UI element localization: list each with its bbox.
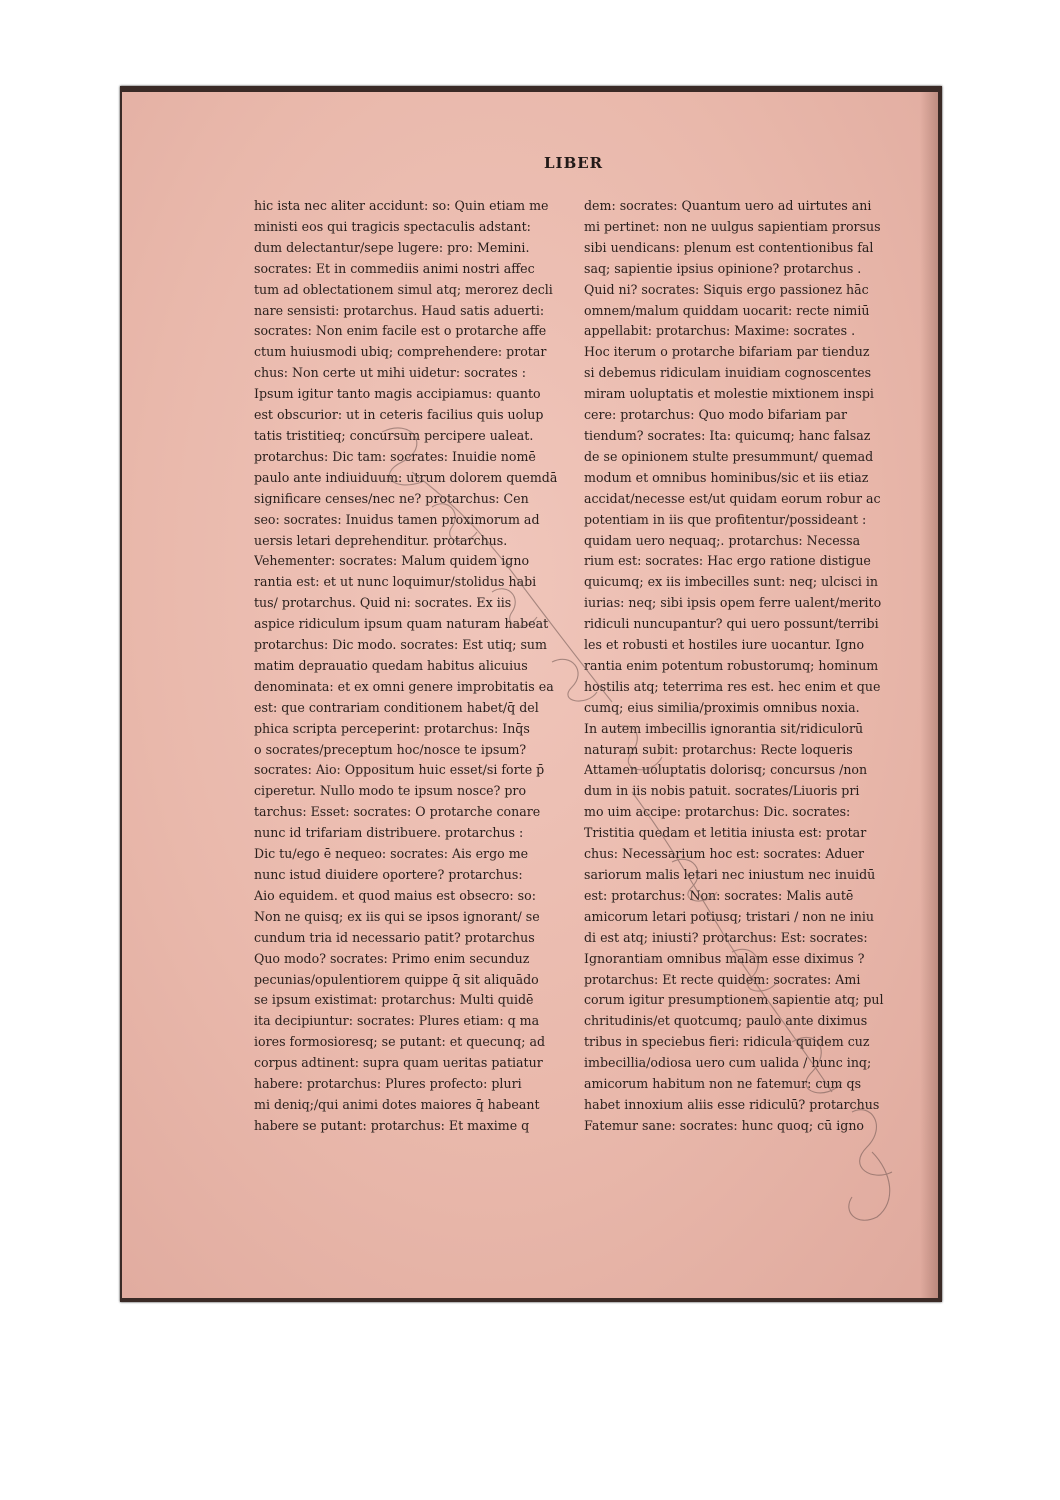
right-column-line: Attamen uoluptatis dolorisq; concursus /non xyxy=(584,762,868,778)
left-column-line: chus: Non certe ut mihi uidetur: socrates : xyxy=(254,365,526,381)
left-column-line: denominata: et ex omni genere improbitatis ea xyxy=(254,678,554,694)
left-column-line: iores formosioresq; se putant: et quecunq; ad xyxy=(254,1034,546,1050)
right-column-line: mi pertinet: non ne uulgus sapientiam prorsus xyxy=(584,218,881,234)
right-column-line: naturam subit: protarchus: Recte loqueris xyxy=(584,741,853,757)
left-column-line: se ipsum existimat: protarchus: Multi quidē xyxy=(254,992,534,1008)
left-column-line: cundum tria id necessario patit? protarchus xyxy=(254,929,535,945)
left-column-line: ciperetur. Nullo modo te ipsum nosce? pro xyxy=(254,783,527,799)
right-column-line: habet innoxium aliis esse ridiculū? protarchus xyxy=(584,1096,880,1112)
right-column-line: dem: socrates: Quantum uero ad uirtutes ani xyxy=(584,198,872,213)
left-column-line: nunc istud diuidere oportere? protarchus: xyxy=(254,867,523,882)
left-column-line: Aio equidem. et quod maius est obsecro: so: xyxy=(254,887,536,903)
right-column-line: sariorum malis letari nec iniustum nec inuidū xyxy=(584,867,876,882)
page-surface xyxy=(122,92,938,1298)
left-column-line: tus/ protarchus. Quid ni: socrates. Ex iis xyxy=(254,595,512,611)
right-column-line: rantia enim potentum robustorumq; hominum xyxy=(584,657,879,673)
right-text-column xyxy=(584,196,906,1137)
right-column-line: saq; sapientie ipsius opinione? protarchus . xyxy=(584,260,862,276)
left-column-line: habere: protarchus: Plures profecto: pluri xyxy=(254,1076,522,1092)
right-column-line: cumq; eius similia/proximis omnibus noxia. xyxy=(584,699,860,715)
left-column-line: Dic tu/ego ē nequeo: socrates: Ais ergo me xyxy=(254,846,529,862)
left-column-line: phica scripta perceperint: protarchus: Inq̄s xyxy=(254,720,530,736)
right-column-line: Ignorantiam omnibus malam esse diximus ? xyxy=(584,950,865,966)
right-column-line: cere: protarchus: Quo modo bifariam par xyxy=(584,407,848,423)
right-column-line: les et robusti et hostiles iure uocantur. Igno xyxy=(584,637,865,653)
left-column-line: socrates: Non enim facile est o protarche affe xyxy=(254,323,547,339)
right-column-line: chus: Necessarium hoc est: socrates: Aduer xyxy=(584,846,865,862)
left-column-line: Non ne quisq; ex iis qui se ipsos ignorant/ se xyxy=(254,908,540,924)
left-text-column xyxy=(254,196,574,1137)
right-column-line: miram uoluptatis et molestie mixtionem inspi xyxy=(584,386,874,402)
right-column-line: di est atq; iniusti? protarchus: Est: socrates: xyxy=(584,929,868,945)
left-column-line: socrates: Aio: Oppositum huic esset/si forte p̄ xyxy=(254,762,545,778)
left-column-line: dum delectantur/sepe lugere: pro: Memini. xyxy=(254,239,530,255)
right-column-line: quidam uero nequaq;. protarchus: Necessa xyxy=(584,532,861,548)
left-column-line: tarchus: Esset: socrates: O protarche conare xyxy=(254,804,541,820)
right-column-line: quicumq; ex iis imbecilles sunt: neq; ulcisci in xyxy=(584,574,879,590)
left-column-line: paulo ante indiuiduum: utrum dolorem quemdā xyxy=(254,469,558,485)
right-column-line: tiendum? socrates: Ita: quicumq; hanc falsaz xyxy=(584,427,871,443)
left-column-line: corpus adtinent: supra quam ueritas patiatur xyxy=(254,1055,543,1071)
right-column-line: dum in iis nobis patuit. socrates/Liuoris pri xyxy=(584,783,860,799)
right-column-line: hostilis atq; teterrima res est. hec enim et que xyxy=(584,678,881,694)
right-column-line: amicorum letari potiusq; tristari / non ne iniu xyxy=(584,908,874,924)
left-column-line: est: que contrariam conditionem habet/q̄ del xyxy=(254,699,539,715)
left-column-line: protarchus: Dic modo. socrates: Est utiq; sum xyxy=(254,637,547,653)
scanned-book-page xyxy=(120,86,942,1302)
right-column-line: accidat/necesse est/ut quidam eorum robur ac xyxy=(584,490,881,506)
left-column-line: ita decipiuntur: socrates: Plures etiam: q ma xyxy=(254,1013,540,1029)
right-column-line: Hoc iterum o protarche bifariam par tienduz xyxy=(584,344,870,360)
right-column-line: corum igitur presumptionem sapientie atq; pul xyxy=(584,992,884,1008)
right-column-line: omnem/malum quiddam uocarit: recte nimiū xyxy=(584,302,870,318)
left-column-line: Quo modo? socrates: Primo enim secunduz xyxy=(254,950,530,966)
right-column-line: Fatemur sane: socrates: hunc quoq; cū igno xyxy=(584,1117,865,1133)
left-column-line: habere se putant: protarchus: Et maxime q xyxy=(254,1117,530,1133)
right-column-line: Tristitia quedam et letitia iniusta est: protar xyxy=(584,825,867,841)
left-column-line: tum ad oblectationem simul atq; merorez decli xyxy=(254,281,553,297)
right-column-line: ridiculi nuncupantur? qui uero possunt/terribi xyxy=(584,616,879,632)
right-column-line: sibi uendicans: plenum est contentionibus fal xyxy=(584,239,874,255)
right-column-line: potentiam in iis que profitentur/possideant : xyxy=(584,511,867,527)
left-column-line: ctum huiusmodi ubiq; comprehendere: protar xyxy=(254,344,547,360)
left-column-line: seo: socrates: Inuidus tamen proximorum ad xyxy=(254,511,540,527)
left-column-line: hic ista nec aliter accidunt: so: Quin etiam me xyxy=(254,198,549,213)
right-column-line: tribus in speciebus fieri: ridicula quidem cuz xyxy=(584,1034,870,1050)
left-column-line: pecunias/opulentiorem quippe q̄ sit aliquādo xyxy=(254,971,539,987)
left-column-line: nunc id trifariam distribuere. protarchus : xyxy=(254,825,524,841)
left-column-line: significare censes/nec ne? protarchus: Cen xyxy=(254,490,529,506)
left-column-line: mi deniq;/qui animi dotes maiores q̄ habeant xyxy=(254,1096,540,1112)
left-column-line: Vehementer: socrates: Malum quidem igno xyxy=(254,553,530,569)
right-column-line: amicorum habitum non ne fatemur: cum qs xyxy=(584,1076,862,1092)
left-column-line: protarchus: Dic tam: socrates: Inuidie nomē xyxy=(254,448,536,464)
right-column-line: rium est: socrates: Hac ergo ratione distigue xyxy=(584,553,871,569)
left-column-line: nare sensisti: protarchus. Haud satis aduerti: xyxy=(254,302,545,318)
right-column-line: de se opinionem stulte presummunt/ quemad xyxy=(584,448,874,464)
right-column-line: si debemus ridiculam inuidiam cognoscentes xyxy=(584,365,872,381)
left-column-line: rantia est: et ut nunc loquimur/stolidus habi xyxy=(254,574,537,590)
left-column-line: matim deprauatio quedam habitus alicuius xyxy=(254,657,528,673)
right-column-line: iurias: neq; sibi ipsis opem ferre ualent/merito xyxy=(584,595,882,611)
right-column-line: In autem imbecillis ignorantia sit/ridiculorū xyxy=(584,720,864,736)
left-column-line: o socrates/preceptum hoc/nosce te ipsum? xyxy=(254,741,527,757)
left-column-line: Ipsum igitur tanto magis accipiamus: quanto xyxy=(254,386,541,402)
left-column-line: est obscurior: ut in ceteris facilius quis uolup xyxy=(254,407,544,423)
right-column-line: appellabit: protarchus: Maxime: socrates . xyxy=(584,323,856,339)
right-column-line: Quid ni? socrates: Siquis ergo passionez hāc xyxy=(584,281,869,297)
left-column-line: aspice ridiculum ipsum quam naturam habeat xyxy=(254,616,549,632)
running-head: LIBER xyxy=(544,154,604,172)
right-column-line: protarchus: Et recte quidem: socrates: Ami xyxy=(584,971,861,987)
left-column-line: uersis letari deprehenditur. protarchus. xyxy=(254,532,508,548)
right-column-line: chritudinis/et quotcumq; paulo ante diximus xyxy=(584,1013,868,1029)
left-column-line: socrates: Et in commediis animi nostri affec xyxy=(254,260,535,276)
right-column-line: est: protarchus: Non: socrates: Malis autē xyxy=(584,887,854,903)
right-column-line: mo uim accipe: protarchus: Dic. socrates: xyxy=(584,804,851,820)
right-column-line: modum et omnibus hominibus/sic et iis etiaz xyxy=(584,469,869,485)
right-column-line: imbecillia/odiosa uero cum ualida / hunc inq; xyxy=(584,1055,872,1071)
left-column-line: ministi eos qui tragicis spectaculis adstant: xyxy=(254,218,531,234)
left-column-line: tatis tristitieq; concursum percipere ualeat. xyxy=(254,427,534,443)
